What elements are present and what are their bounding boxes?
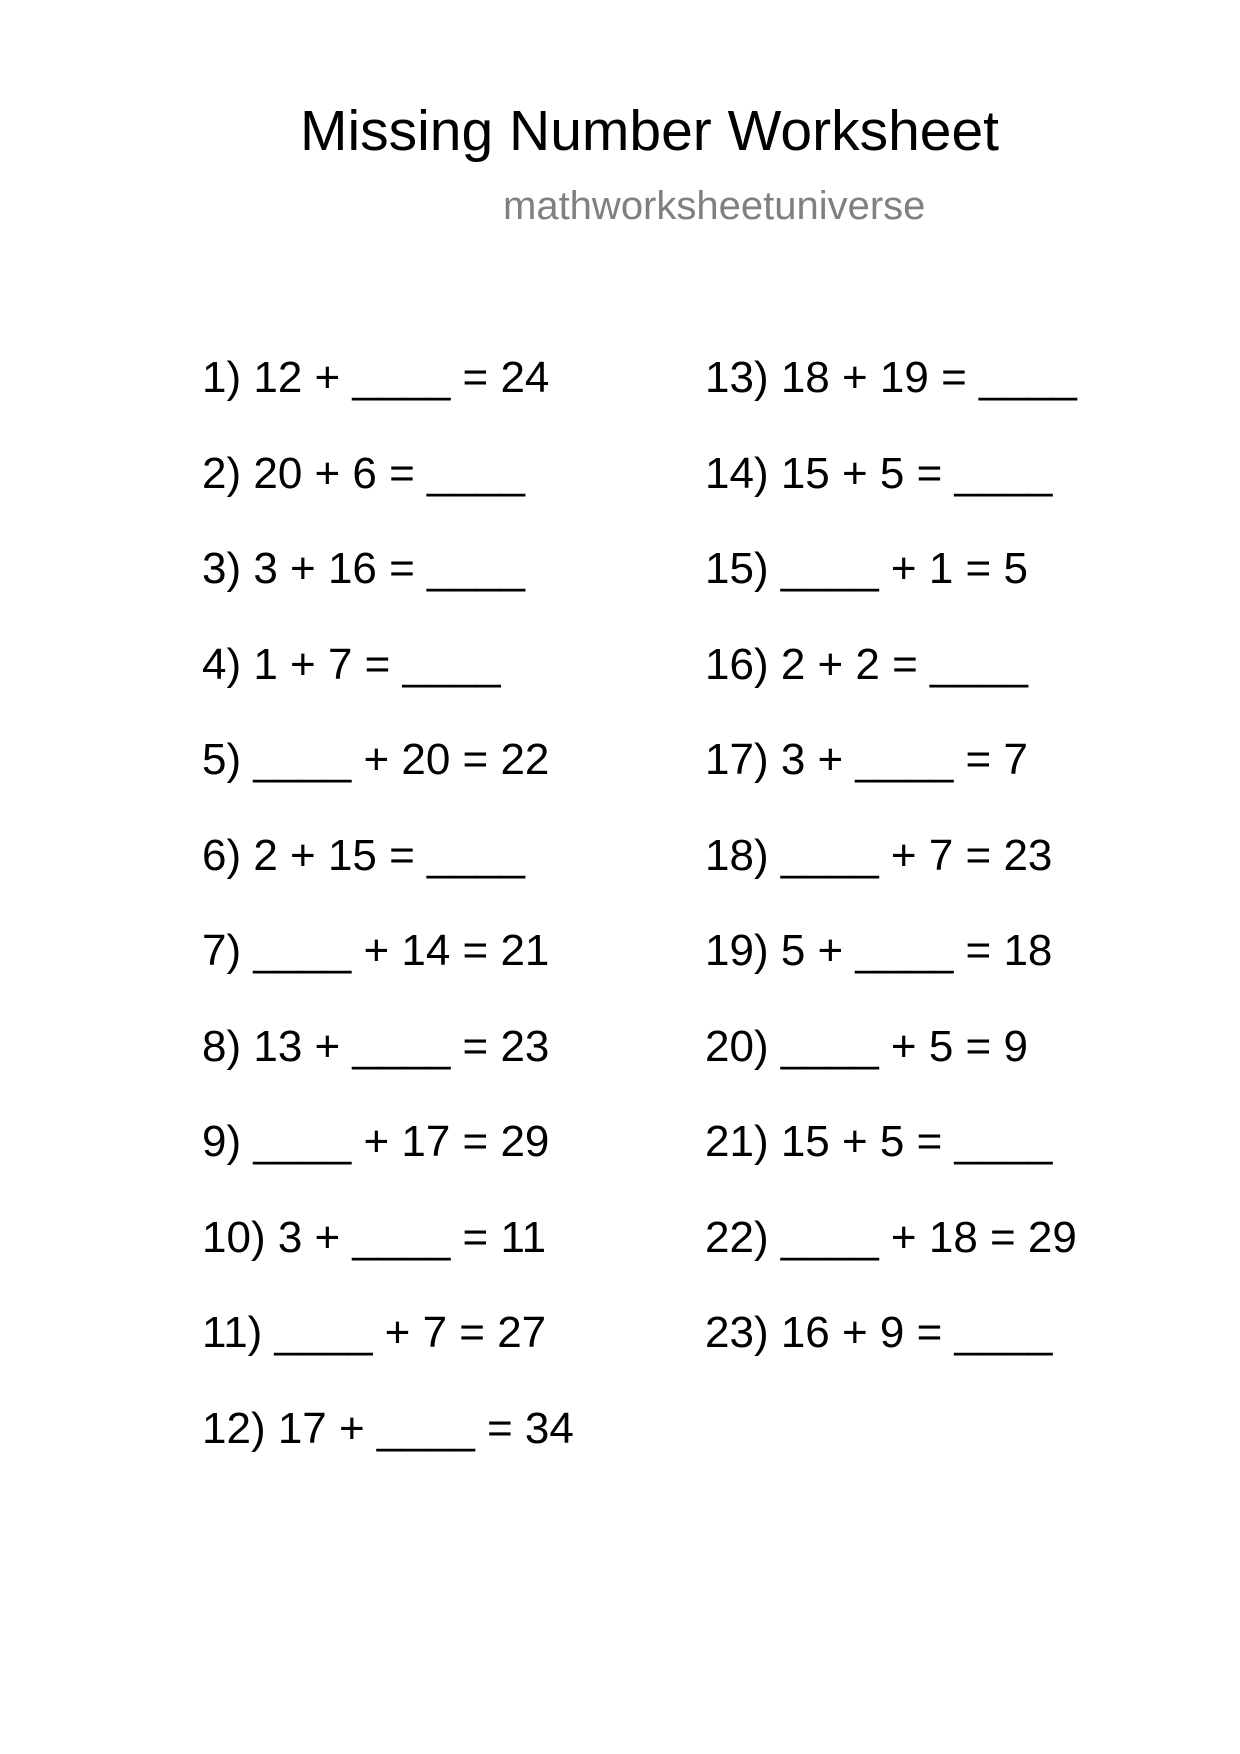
- problem-item: 4) 1 + 7 = ____: [202, 639, 501, 689]
- problem-item: 11) ____ + 7 = 27: [202, 1308, 547, 1357]
- problem-item: 14) 15 + 5 = ____: [705, 448, 1053, 498]
- page-title: Missing Number Worksheet: [300, 99, 1000, 163]
- problems-column-left: [202, 348, 574, 1494]
- problem-item: 13) 18 + 19 = ____: [705, 353, 1077, 402]
- problem-item: 9) ____ + 17 = 29: [202, 1117, 550, 1166]
- problem-item: 16) 2 + 2 = ____: [705, 639, 1028, 689]
- problem-item: 2) 20 + 6 = ____: [202, 448, 525, 498]
- problem-item: 3) 3 + 16 = ____: [202, 544, 525, 593]
- problem-item: 5) ____ + 20 = 22: [202, 735, 550, 784]
- problem-item: 23) 16 + 9 = ____: [705, 1308, 1053, 1357]
- problem-item: 10) 3 + ____ = 11: [202, 1212, 547, 1262]
- page-subtitle: mathworksheetuniverse: [503, 184, 926, 228]
- problem-item: 20) ____ + 5 = 9: [705, 1021, 1028, 1071]
- problem-item: 6) 2 + 15 = ____: [202, 830, 525, 880]
- problem-item: 18) ____ + 7 = 23: [705, 830, 1053, 880]
- problem-item: 17) 3 + ____ = 7: [705, 735, 1028, 784]
- problems-column-right: [705, 348, 1077, 1399]
- problem-item: 7) ____ + 14 = 21: [202, 926, 550, 975]
- problem-item: 21) 15 + 5 = ____: [705, 1117, 1053, 1166]
- problem-item: 15) ____ + 1 = 5: [705, 544, 1028, 593]
- problem-item: 22) ____ + 18 = 29: [705, 1212, 1077, 1262]
- problem-item: 12) 17 + ____ = 34: [202, 1403, 574, 1453]
- problem-item: 8) 13 + ____ = 23: [202, 1021, 550, 1071]
- problem-item: 1) 12 + ____ = 24: [202, 353, 550, 402]
- problem-item: 19) 5 + ____ = 18: [705, 926, 1053, 975]
